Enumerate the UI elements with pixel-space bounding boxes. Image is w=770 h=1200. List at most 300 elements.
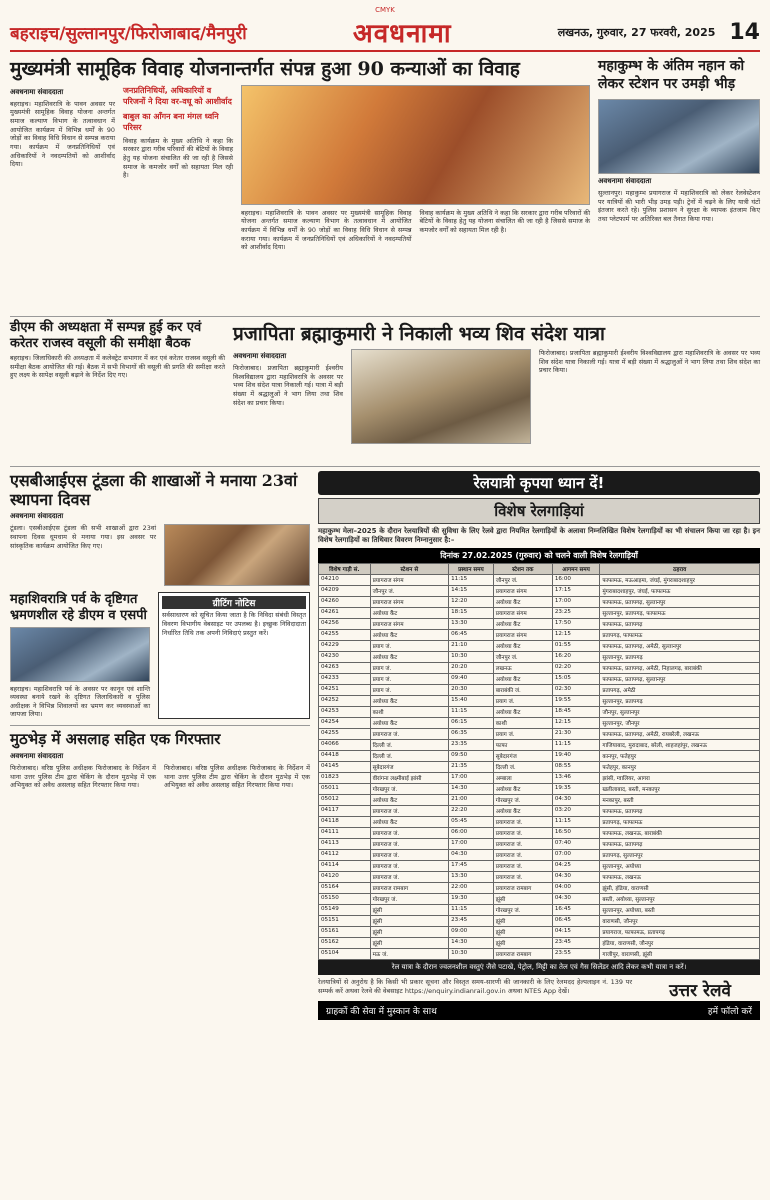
masthead [10,14,760,52]
table-row [319,695,760,706]
station-photo [598,99,760,174]
table-cell: प्रयाग जं. [370,640,449,651]
table-cell: 04111 [319,827,371,838]
table-row [319,706,760,717]
table-cell: 04255 [319,629,371,640]
table-cell: प्रतापगढ़, फाफामऊ [600,816,760,827]
table-cell: 04:30 [552,794,600,805]
table-row [319,915,760,926]
table-cell: 02:20 [552,662,600,673]
table-cell: झूंसी [493,915,552,926]
side-headline: महाकुम्भ के अंतिम नहान को लेकर स्टेशन पर उमड़ी भीड़ [598,58,745,92]
railway-follow: हमें फॉलो करें [707,1006,752,1017]
table-cell: प्रयागराज रामबाग [493,948,552,959]
table-cell: प्रयागराज, फाफामऊ, प्रतापगढ़ [600,926,760,937]
table-cell: 17:00 [449,772,494,783]
table-cell: प्रयागराज संगम [370,574,449,585]
table-row [319,772,760,783]
table-cell: 04113 [319,838,371,849]
table-cell: फाफामऊ, प्रतापगढ़ [600,805,760,816]
table-cell: 02:30 [552,684,600,695]
table-cell: 06:45 [449,629,494,640]
table-cell: प्रयागराज जं. [493,838,552,849]
table-cell: 11:15 [449,904,494,915]
table-cell: झूंसी [370,904,449,915]
table-cell: प्रयागराज जं. [493,827,552,838]
table-cell: 16:50 [552,827,600,838]
table-cell: 04066 [319,739,371,750]
table-cell: 04229 [319,640,371,651]
table-cell: सुल्तानपुर, प्रतापगढ़ [600,695,760,706]
story2-text: बहराइच। जिलाधिकारी की अध्यक्षता में कलेक्ट्रेट सभागार में कर एवं करेतर राजस्व वसूली की समीक्षा बैठक आयोजित की गई। बैठक में सभी विभागों की वसूली की प्रगति की समीक्षा करते हुए लक्ष्य के सापेक्ष वसूली बढ़ाने के निर्देश दिए गए। [10,354,225,380]
table-row [319,761,760,772]
table-cell: 11:15 [449,706,494,717]
table-cell: फाफामऊ, प्रतापगढ़, अमेठी, रायबरेली, लखनऊ [600,728,760,739]
table-cell: 07:40 [552,838,600,849]
table-cell: सुल्तानपुर, प्रतापगढ़, फाफामऊ [600,607,760,618]
table-cell: फाफामऊ, प्रतापगढ़, सुल्तानपुर [600,673,760,684]
railway-col-header: प्रस्थान समय [449,563,494,574]
table-row [319,640,760,651]
railway-attention: रेलयात्री कृपया ध्यान दें! [318,471,760,495]
table-row [319,805,760,816]
table-cell: फाफामऊ, प्रतापगढ़, अमेठी, निहालगढ़, बाराबंकी [600,662,760,673]
table-cell: प्रतापगढ़, सुल्तानपुर [600,849,760,860]
table-cell: अयोध्या कैंट [370,816,449,827]
railway-table [318,563,760,960]
table-cell: 04:25 [552,860,600,871]
table-cell: 11:15 [552,739,600,750]
table-cell: दिल्ली जं. [493,761,552,772]
table-cell: जौनपुर, सुल्तानपुर [600,706,760,717]
table-row [319,871,760,882]
table-cell: 09:50 [449,750,494,761]
table-cell: 15:40 [449,695,494,706]
table-cell: प्रयागराज जं. [370,838,449,849]
table-cell: काशी [493,717,552,728]
table-cell: गोरखपुर जं. [493,794,552,805]
railway-footer-note: रेल यात्रा के दौरान ज्वलनशील वस्तुएं जैसे पटाखे, पेट्रोल, मिट्टी का तेल एवं गैस सिलेंडर आदि लेकर कभी यात्रा न करें। [318,960,760,975]
table-row [319,838,760,849]
table-cell: प्रयागराज संगम [493,607,552,618]
table-cell: 17:00 [552,596,600,607]
table-cell: 06:45 [552,915,600,926]
table-cell: फाफा [493,739,552,750]
table-cell: सुल्तानपुर, अयोध्या [600,860,760,871]
table-cell: दिल्ली जं. [370,739,449,750]
side-byline: अवधनामा संवाददाता [598,177,652,185]
railway-bottom-bar [318,1001,760,1020]
table-cell: 04261 [319,607,371,618]
table-cell: प्रयागराज संगम [493,585,552,596]
table-cell: 12:15 [552,717,600,728]
table-cell: फाफामऊ, प्रतापगढ़ [600,838,760,849]
section-title: बहराइच/सुल्तानपुर/फिरोजाबाद/मैनपुरी [10,23,247,44]
table-cell: जौनपुर जं. [493,574,552,585]
table-cell: प्रयागराज रामबाग [370,882,449,893]
railway-brand: उत्तर रेलवे [669,980,731,1001]
table-cell: 11:15 [552,816,600,827]
table-cell: 15:05 [552,673,600,684]
table-cell: अयोध्या कैंट [370,717,449,728]
table-row [319,585,760,596]
table-cell: प्रयागराज जं. [370,871,449,882]
lead-para2: विवाह कार्यक्रम के मुख्य अतिथि ने कहा कि सरकार द्वारा गरीब परिवारों की बेटियों के विवाह हेतु यह योजना संचालित की जा रही है जिससे समाज के कमजोर वर्गों को सहायता मिल रही है। [123,136,233,180]
story6-headline: मुठभेड़ में असलाह सहित एक गिरफ्तार [10,730,221,749]
railway-col-header: विशेष गाड़ी सं. [319,563,371,574]
table-row [319,904,760,915]
table-cell: प्रयागराज संगम [370,618,449,629]
table-cell: 09:00 [449,926,494,937]
lead-headline: मुख्यमंत्री सामूहिक विवाह योजनान्तर्गत संपन्न हुआ 90 कन्याओं का विवाह [10,58,520,80]
railway-title: विशेष रेलगाड़ियां [318,498,760,524]
table-cell: 16:45 [552,904,600,915]
railway-bottom: ग्राहकों की सेवा में मुस्कान के साथ [326,1006,437,1017]
dm-sp-photo [10,627,150,682]
table-row [319,948,760,959]
table-cell: बस्ती, अयोध्या, सुल्तानपुर [600,893,760,904]
table-cell: 14:30 [449,783,494,794]
table-cell: 10:30 [449,651,494,662]
table-cell: 23:55 [552,948,600,959]
table-row [319,937,760,948]
table-cell: 04230 [319,651,371,662]
notice-box [158,592,310,719]
table-cell: 16:00 [552,574,600,585]
table-row [319,607,760,618]
table-cell: अयोध्या कैंट [370,695,449,706]
table-cell: 22:20 [449,805,494,816]
page-number: 14 [729,19,760,45]
table-cell: फाफामऊ, प्रतापगढ़, सुल्तानपुर [600,596,760,607]
table-cell: अयोध्या कैंट [493,706,552,717]
lead-bullet-1: जनप्रतिनिधियों, अधिकारियों व परिजनों ने दिया वर-वधू को आशीर्वाद [123,85,232,106]
table-cell: प्रयाग जं. [493,695,552,706]
table-cell: झूंसी [370,926,449,937]
railway-col-header: स्टेशन से [370,563,449,574]
wedding-photo [241,85,590,205]
story3-byline: अवधनामा संवाददाता [233,352,287,360]
railway-col-header: आगमन समय [552,563,600,574]
table-cell: लखनऊ [493,662,552,673]
table-cell: 19:30 [449,893,494,904]
table-cell: अम्बाला [493,772,552,783]
table-row [319,860,760,871]
story5-text: बहराइच। महाशिवरात्रि पर्व के अवसर पर कानून एवं शान्ति व्यवस्था बनाये रखने के दृष्टिगत जिलाधिकारी व पुलिस अधीक्षक ने विभिन्न शिवालयों का भ्रमण कर व्यवस्थाओं का जायजा लिया। [10,684,150,719]
table-cell: बाराबंकी जं. [493,684,552,695]
table-cell: 12:15 [552,629,600,640]
table-row [319,574,760,585]
railway-col-header: स्टेशन तक [493,563,552,574]
table-cell: प्रयागराज जं. [370,860,449,871]
table-cell: 23:45 [449,915,494,926]
table-cell: प्रयाग जं. [370,684,449,695]
table-cell: 14:15 [449,585,494,596]
table-cell: 04114 [319,860,371,871]
story4-headline: एसबीआईएस टूंडला की शाखाओं ने मनाया 23वां स्थापना दिवस [10,471,298,510]
table-cell: 16:20 [552,651,600,662]
railway-date-bar: दिनांक 27.02.2025 (गुरुवार) को चलने वाली विशेष रेलगाड़ियाँ [318,548,760,563]
table-cell: 04255 [319,728,371,739]
table-cell: प्रयागराज जं. [493,849,552,860]
table-cell: 10:30 [449,948,494,959]
story6-text-cont: फिरोजाबाद। वरिष्ठ पुलिस अधीक्षक फिरोजाबाद के निर्देशन में थाना उत्तर पुलिस टीम द्वारा चेकिंग के दौरान मुठभेड़ में एक अभियुक्त को अवैध असलाह सहित गिरफ्तार किया गया। [164,764,310,790]
table-cell: 04210 [319,574,371,585]
table-cell: झूंसी [370,915,449,926]
table-cell: प्रयागराज रामबाग [493,882,552,893]
table-cell: 05149 [319,904,371,915]
table-cell: 13:30 [449,618,494,629]
table-cell: 05164 [319,882,371,893]
table-row [319,849,760,860]
table-cell: फाफामऊ, लखनऊ [600,871,760,882]
table-cell: जौनपुर जं. [493,651,552,662]
table-cell: प्रयागराज जं. [370,728,449,739]
table-cell: सुल्तानपुर, जौनपुर [600,717,760,728]
notice-title: ग्रीटिंग नोटिस [162,596,306,609]
table-cell: अयोध्या कैंट [493,596,552,607]
cmyk-mark: CMYK [375,6,395,14]
table-cell: अयोध्या कैंट [370,629,449,640]
table-cell: 05011 [319,783,371,794]
table-cell: प्रयाग जं. [370,673,449,684]
railway-col-header: ठहराव [600,563,760,574]
table-cell: प्रयागराज संगम [493,629,552,640]
table-cell: 13:46 [552,772,600,783]
table-cell: काशी [370,706,449,717]
lead-para1: बहराइच। महाशिवरात्रि के पावन अवसर पर मुख्यमंत्री सामूहिक विवाह योजना अन्तर्गत समाज कल्याण विभाग के तत्वावधान में आयोजित कार्यक्रम में विभिन्न धर्मों के 90 जोड़ों का विवाह विधि विधान से सम्पन्न कराया गया। कार्यक्रम में जनप्रतिनिधियों एवं अधिकारियों ने नवदम्पतियों को आशीर्वाद दिया। [10,99,115,169]
table-row [319,926,760,937]
story4-text: टूंडला। एसबीआईएस टूंडला की सभी शाखाओं द्वारा 23वां स्थापना दिवस धूमधाम से मनाया गया। इस अवसर पर सांस्कृतिक कार्यक्रम आयोजित किए गए। [10,524,156,550]
table-cell: 04260 [319,596,371,607]
table-cell: 04251 [319,684,371,695]
table-cell: प्रयागराज जं. [493,816,552,827]
table-cell: फाफामऊ, लखनऊ, बाराबंकी [600,827,760,838]
table-row [319,882,760,893]
table-cell: प्रयागराज जं. [370,805,449,816]
table-cell: झांसी, ग्वालियर, आगरा [600,772,760,783]
table-cell: 04:30 [552,871,600,882]
table-cell: 17:00 [449,838,494,849]
table-cell: 01:55 [552,640,600,651]
issue-date: लखनऊ, गुरुवार, 27 फरवरी, 2025 [557,25,716,39]
lead-bullet-2: बाबुल का आँगन बना मंगल ध्वनि परिसर [123,111,219,132]
table-cell: 03:20 [552,805,600,816]
story6-byline: अवधनामा संवाददाता [10,752,64,761]
table-row [319,651,760,662]
table-cell: 05151 [319,915,371,926]
table-cell: 19:40 [552,750,600,761]
table-cell: 08:55 [552,761,600,772]
table-cell: 18:15 [449,607,494,618]
table-cell: 04254 [319,717,371,728]
table-cell: गोरखपुर जं. [370,893,449,904]
table-cell: हंडिया, वाराणसी, जौनपुर [600,937,760,948]
table-cell: झूंसी, हंडिया, वाराणसी [600,882,760,893]
table-cell: सूबेदारगंज [370,761,449,772]
table-cell: गाजीपुर, वाराणसी, झूंसी [600,948,760,959]
table-cell: प्रयागराज जं. [493,871,552,882]
table-cell: अयोध्या कैंट [370,794,449,805]
table-cell: 04253 [319,706,371,717]
table-cell: 04256 [319,618,371,629]
table-cell: 04209 [319,585,371,596]
notice-text: सर्वसाधारण को सूचित किया जाता है कि निविदा संबंधी विस्तृत विवरण विभागीय वेबसाइट पर उपलब्ध है। इच्छुक निविदादाता निर्धारित तिथि तक अपनी निविदाएं प्रस्तुत करें। [162,611,306,637]
table-cell: 18:45 [552,706,600,717]
story5-headline: महाशिवरात्रि पर्व के दृष्टिगत भ्रमणशील रहे डीएम व एसपी [10,592,147,623]
table-cell: 04145 [319,761,371,772]
table-cell: सुल्तानपुर, अयोध्या, बस्ती [600,904,760,915]
table-row [319,684,760,695]
table-cell: जौनपुर जं. [370,585,449,596]
table-cell: झूंसी [493,937,552,948]
table-cell: 04112 [319,849,371,860]
story3-text-cont: फिरोजाबाद। प्रजापिता ब्रह्माकुमारी ईश्वरीय विश्वविद्यालय द्वारा महाशिवरात्रि के अवसर पर भव्य शिव संदेश यात्रा निकाली गई। यात्रा में बड़ी संख्या में श्रद्धालुओं ने भाग लिया तथा शिव संदेश का प्रचार किया। [539,349,760,375]
table-cell: अयोध्या कैंट [493,783,552,794]
table-cell: प्रयागराज संगम [370,596,449,607]
table-row [319,629,760,640]
table-cell: मनकापुर, बस्ती [600,794,760,805]
table-row [319,618,760,629]
table-cell: अयोध्या कैंट [493,805,552,816]
table-cell: 05161 [319,926,371,937]
table-cell: 23:45 [552,937,600,948]
table-cell: प्रयाग जं. [493,728,552,739]
table-cell: 05104 [319,948,371,959]
table-row [319,816,760,827]
table-cell: 04120 [319,871,371,882]
story2-headline: डीएम की अध्यक्षता में सम्पन्न हुई कर एवं करेतर राजस्व वसूली की समीक्षा बैठक [10,320,202,351]
table-cell: 20:20 [449,662,494,673]
table-cell: प्रयाग जं. [370,662,449,673]
table-cell: 20:30 [449,684,494,695]
table-cell: 04233 [319,673,371,684]
table-cell: मुंगराबादशाहपुर, जंघई, फाफामऊ [600,585,760,596]
foundation-photo [164,524,310,586]
table-cell: 06:15 [449,717,494,728]
table-cell: 22:00 [449,882,494,893]
railway-ad [318,471,760,1181]
story6-text: फिरोजाबाद। वरिष्ठ पुलिस अधीक्षक फिरोजाबाद के निर्देशन में थाना उत्तर पुलिस टीम द्वारा चेकिंग के दौरान मुठभेड़ में एक अभियुक्त को अवैध असलाह सहित गिरफ्तार किया गया। [10,764,156,790]
table-row [319,739,760,750]
table-cell: झूंसी [493,926,552,937]
table-row [319,893,760,904]
side-text: सुल्तानपुर। महाकुम्भ प्रयागराज में महाशिवरात्रि को लेकर रेलवेस्टेशन पर यात्रियों की भारी भीड़ उमड़ पड़ी। ट्रेनों में चढ़ने के लिए यात्री घंटों इंतजार करते रहे। पुलिस प्रशासन ने सुरक्षा के व्यापक इंतजाम किए तथा प्लेटफार्म पर अतिरिक्त बल तैनात किया गया। [598,189,760,223]
table-cell: 21:30 [552,728,600,739]
table-cell: गाजियाबाद, मुरादाबाद, बरेली, शाहजहांपुर, लखनऊ [600,739,760,750]
table-cell: 12:20 [449,596,494,607]
table-cell: वाराणसी, जौनपुर [600,915,760,926]
table-row [319,750,760,761]
table-cell: 04117 [319,805,371,816]
table-cell: फाफामऊ, प्रतापगढ़ [600,618,760,629]
table-cell: 19:55 [552,695,600,706]
table-cell: 23:35 [449,739,494,750]
table-cell: 21:00 [449,794,494,805]
table-cell: 04263 [319,662,371,673]
table-cell: 04:15 [552,926,600,937]
table-cell: 17:45 [449,860,494,871]
table-cell: 17:15 [552,585,600,596]
table-cell: वीरांगना लक्ष्मीबाई झांसी [370,772,449,783]
table-cell: प्रतापगढ़, अमेठी [600,684,760,695]
table-cell: 04418 [319,750,371,761]
table-cell: फाफामऊ, मऊआइमा, जंघई, मुंगराबादशाहपुर [600,574,760,585]
table-cell: अयोध्या कैंट [493,640,552,651]
table-cell: मऊ जं. [370,948,449,959]
table-cell: प्रतापगढ़, फाफामऊ [600,629,760,640]
table-cell: 07:00 [552,849,600,860]
table-row [319,673,760,684]
yatra-photo [351,349,531,444]
railway-help: रेलयात्रियों से अनुरोध है कि किसी भी प्रकार सूचना और विस्तृत समय-सारणी की जानकारी के लिए रेलमदद हेल्पलाइन नं. 139 पर सम्पर्क करें अथवा रेलवे की वेबसाइट https://enquiry.indianrail.gov.in अथवा NTES App देखें। [318,977,632,995]
table-cell: 04118 [319,816,371,827]
table-cell: 04252 [319,695,371,706]
table-cell: सुल्तानपुर, प्रतापगढ़ [600,651,760,662]
table-cell: फतेहपुर, कानपुर [600,761,760,772]
table-cell: 01823 [319,772,371,783]
table-cell: गोरखपुर जं. [370,783,449,794]
table-cell: गोरखपुर जं. [493,904,552,915]
logo: अवधनामा [352,19,452,49]
table-cell: 13:30 [449,871,494,882]
table-row [319,827,760,838]
table-row [319,728,760,739]
table-row [319,794,760,805]
lead-para2-cont: विवाह कार्यक्रम के मुख्य अतिथि ने कहा कि सरकार द्वारा गरीब परिवारों की बेटियों के विवाह हेतु यह योजना संचालित की जा रही है जिससे समाज के कमजोर वर्गों को सहायता मिल रही है। [419,208,591,235]
table-cell: झूंसी [370,937,449,948]
story4-byline: अवधनामा संवाददाता [10,512,64,521]
table-cell: प्रयागराज जं. [370,827,449,838]
table-cell: 23:25 [552,607,600,618]
table-cell: 21:10 [449,640,494,651]
table-cell: 05:45 [449,816,494,827]
table-cell: 06:00 [449,827,494,838]
table-cell: अयोध्या कैंट [493,673,552,684]
railway-intro: महाकुम्भ मेला–2025 के दौरान रेलयात्रियों की सुविधा के लिए रेलवे द्वारा नियमित रेलगाड़ियों के अलावा निम्नलिखित विशेष रेलगाड़ियों का भी संचालन किया जा रहा है। इन विशेष रेलगाड़ियों का तिथिवार विवरण निम्नानुसार है:– [318,527,760,545]
lead-para1-cont: बहराइच। महाशिवरात्रि के पावन अवसर पर मुख्यमंत्री सामूहिक विवाह योजना अन्तर्गत समाज कल्याण विभाग के तत्वावधान में आयोजित कार्यक्रम में विभिन्न धर्मों के 90 जोड़ों का विवाह विधि विधान से सम्पन्न कराया गया। कार्यक्रम में जनप्रतिनिधियों एवं अधिकारियों ने नवदम्पतियों को आशीर्वाद दिया। [241,208,412,252]
table-cell: कानपुर, फतेहपुर [600,750,760,761]
table-cell: अयोध्या कैंट [370,607,449,618]
table-row [319,662,760,673]
table-cell: 04:30 [449,849,494,860]
table-cell: 14:30 [449,937,494,948]
story3-text: फिरोजाबाद। प्रजापिता ब्रह्माकुमारी ईश्वरीय विश्वविद्यालय द्वारा महाशिवरात्रि के अवसर पर भव्य शिव संदेश यात्रा निकाली गई। यात्रा में बड़ी संख्या में श्रद्धालुओं ने भाग लिया तथा शिव संदेश का प्रचार किया। [233,364,343,407]
table-cell: 09:40 [449,673,494,684]
table-cell: प्रयागराज जं. [493,860,552,871]
table-cell: प्रयागराज जं. [370,849,449,860]
table-row [319,783,760,794]
table-cell: अयोध्या कैंट [493,618,552,629]
table-row [319,596,760,607]
lead-byline: अवधनामा संवाददाता [10,87,64,96]
table-cell: 06:35 [449,728,494,739]
table-cell: 05012 [319,794,371,805]
table-cell: 05162 [319,937,371,948]
table-cell: फाफामऊ, प्रतापगढ़, अमेठी, सुल्तानपुर [600,640,760,651]
table-cell: खलीलाबाद, बस्ती, मनकापुर [600,783,760,794]
table-cell: 11:15 [449,574,494,585]
table-cell: झूंसी [493,893,552,904]
table-row [319,717,760,728]
story3-headline: प्रजापिता ब्रह्माकुमारी ने निकाली भव्य शिव संदेश यात्रा [233,323,605,345]
table-cell: दिल्ली जं. [370,750,449,761]
table-cell: 05150 [319,893,371,904]
table-cell: 21:35 [449,761,494,772]
table-cell: 19:35 [552,783,600,794]
table-cell: 17:50 [552,618,600,629]
table-cell: अयोध्या कैंट [370,651,449,662]
